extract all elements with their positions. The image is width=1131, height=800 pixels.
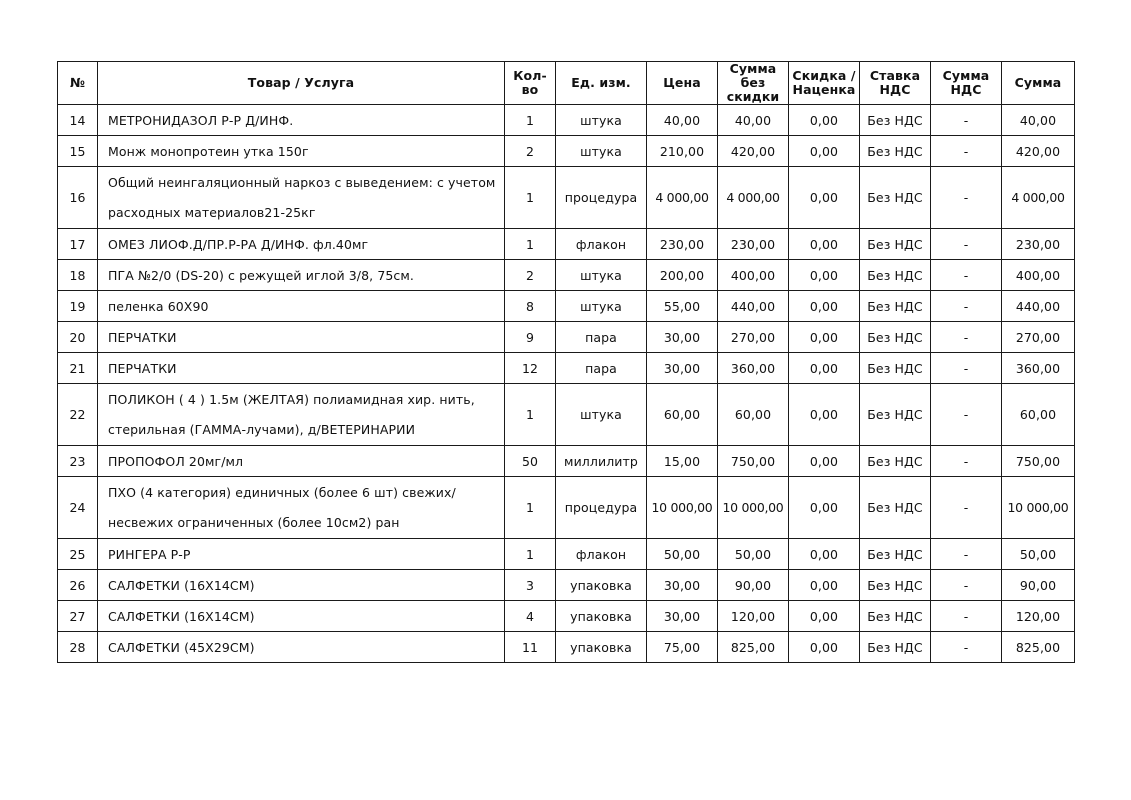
cell-qty: 50 [505, 446, 556, 477]
cell-price: 200,00 [647, 260, 718, 291]
cell-price: 15,00 [647, 446, 718, 477]
cell-total: 420,00 [1002, 136, 1075, 167]
cell-discount: 0,00 [789, 539, 860, 570]
cell-qty: 2 [505, 136, 556, 167]
cell-vat-sum: - [931, 632, 1002, 663]
cell-sum-no-discount: 400,00 [718, 260, 789, 291]
cell-total: 230,00 [1002, 229, 1075, 260]
cell-sum-no-discount: 50,00 [718, 539, 789, 570]
cell-unit: миллилитр [556, 446, 647, 477]
cell-qty: 2 [505, 260, 556, 291]
cell-sum-no-discount: 440,00 [718, 291, 789, 322]
cell-sum-no-discount: 270,00 [718, 322, 789, 353]
header-total: Сумма [1002, 62, 1075, 105]
cell-total: 360,00 [1002, 353, 1075, 384]
cell-vat-sum: - [931, 353, 1002, 384]
cell-vat-rate: Без НДС [860, 167, 931, 229]
cell-qty: 1 [505, 105, 556, 136]
cell-unit: упаковка [556, 570, 647, 601]
table-row [58, 477, 1075, 539]
cell-name: ОМЕЗ ЛИОФ.Д/ПР.Р-РА Д/ИНФ. фл.40мг [98, 229, 505, 260]
cell-sum-no-discount: 90,00 [718, 570, 789, 601]
cell-vat-sum: - [931, 229, 1002, 260]
cell-discount: 0,00 [789, 105, 860, 136]
table-header [58, 62, 1075, 105]
cell-sum-no-discount: 750,00 [718, 446, 789, 477]
cell-unit: штука [556, 105, 647, 136]
cell-discount: 0,00 [789, 477, 860, 539]
cell-price: 50,00 [647, 539, 718, 570]
table-row [58, 353, 1075, 384]
cell-vat-rate: Без НДС [860, 601, 931, 632]
cell-vat-sum: - [931, 539, 1002, 570]
cell-unit: штука [556, 384, 647, 446]
cell-discount: 0,00 [789, 570, 860, 601]
cell-vat-rate: Без НДС [860, 322, 931, 353]
cell-num: 15 [58, 136, 98, 167]
cell-num: 14 [58, 105, 98, 136]
cell-name: пеленка 60Х90 [98, 291, 505, 322]
cell-num: 20 [58, 322, 98, 353]
cell-name: САЛФЕТКИ (45Х29СМ) [98, 632, 505, 663]
table-row [58, 446, 1075, 477]
cell-qty: 11 [505, 632, 556, 663]
cell-unit: упаковка [556, 632, 647, 663]
cell-total: 50,00 [1002, 539, 1075, 570]
cell-vat-sum: - [931, 570, 1002, 601]
cell-discount: 0,00 [789, 632, 860, 663]
cell-qty: 1 [505, 539, 556, 570]
cell-vat-rate: Без НДС [860, 353, 931, 384]
table-row [58, 539, 1075, 570]
header-unit: Ед. изм. [556, 62, 647, 105]
cell-price: 210,00 [647, 136, 718, 167]
cell-sum-no-discount: 4 000,00 [718, 167, 789, 229]
cell-num: 24 [58, 477, 98, 539]
cell-vat-sum: - [931, 477, 1002, 539]
cell-name: РИНГЕРА Р-Р [98, 539, 505, 570]
cell-vat-sum: - [931, 105, 1002, 136]
cell-discount: 0,00 [789, 384, 860, 446]
cell-unit: штука [556, 136, 647, 167]
cell-total: 440,00 [1002, 291, 1075, 322]
cell-price: 30,00 [647, 353, 718, 384]
cell-name: САЛФЕТКИ (16Х14СМ) [98, 601, 505, 632]
cell-vat-rate: Без НДС [860, 105, 931, 136]
cell-sum-no-discount: 230,00 [718, 229, 789, 260]
cell-sum-no-discount: 360,00 [718, 353, 789, 384]
cell-total: 90,00 [1002, 570, 1075, 601]
cell-vat-sum: - [931, 601, 1002, 632]
cell-num: 22 [58, 384, 98, 446]
cell-price: 30,00 [647, 570, 718, 601]
cell-price: 75,00 [647, 632, 718, 663]
cell-total: 120,00 [1002, 601, 1075, 632]
cell-total: 750,00 [1002, 446, 1075, 477]
cell-total: 4 000,00 [1002, 167, 1075, 229]
table-body [58, 105, 1075, 663]
cell-price: 4 000,00 [647, 167, 718, 229]
cell-qty: 1 [505, 229, 556, 260]
cell-sum-no-discount: 120,00 [718, 601, 789, 632]
cell-vat-rate: Без НДС [860, 539, 931, 570]
cell-discount: 0,00 [789, 260, 860, 291]
cell-vat-rate: Без НДС [860, 446, 931, 477]
cell-vat-rate: Без НДС [860, 260, 931, 291]
cell-price: 40,00 [647, 105, 718, 136]
cell-num: 21 [58, 353, 98, 384]
cell-sum-no-discount: 825,00 [718, 632, 789, 663]
cell-qty: 12 [505, 353, 556, 384]
table-row [58, 570, 1075, 601]
cell-qty: 4 [505, 601, 556, 632]
cell-unit: флакон [556, 539, 647, 570]
cell-vat-rate: Без НДС [860, 632, 931, 663]
cell-total: 10 000,00 [1002, 477, 1075, 539]
cell-name: САЛФЕТКИ (16Х14СМ) [98, 570, 505, 601]
cell-num: 19 [58, 291, 98, 322]
cell-price: 60,00 [647, 384, 718, 446]
cell-vat-rate: Без НДС [860, 477, 931, 539]
table-row [58, 322, 1075, 353]
header-row [58, 62, 1075, 105]
cell-vat-rate: Без НДС [860, 136, 931, 167]
cell-discount: 0,00 [789, 601, 860, 632]
cell-sum-no-discount: 10 000,00 [718, 477, 789, 539]
cell-unit: процедура [556, 477, 647, 539]
cell-vat-sum: - [931, 291, 1002, 322]
cell-sum-no-discount: 40,00 [718, 105, 789, 136]
cell-qty: 1 [505, 384, 556, 446]
cell-total: 270,00 [1002, 322, 1075, 353]
cell-vat-rate: Без НДС [860, 229, 931, 260]
cell-sum-no-discount: 420,00 [718, 136, 789, 167]
cell-total: 40,00 [1002, 105, 1075, 136]
cell-name: ПХО (4 категория) единичных (более 6 шт) свежих/несвежих ограниченных (более 10см2) ран [98, 477, 505, 539]
table-row [58, 105, 1075, 136]
cell-name: Монж монопротеин утка 150г [98, 136, 505, 167]
header-num: № [58, 62, 98, 105]
cell-qty: 1 [505, 167, 556, 229]
cell-qty: 8 [505, 291, 556, 322]
table-row [58, 167, 1075, 229]
table-row [58, 601, 1075, 632]
table-row [58, 136, 1075, 167]
cell-price: 30,00 [647, 601, 718, 632]
cell-num: 17 [58, 229, 98, 260]
cell-vat-sum: - [931, 167, 1002, 229]
cell-vat-sum: - [931, 322, 1002, 353]
cell-price: 230,00 [647, 229, 718, 260]
cell-unit: процедура [556, 167, 647, 229]
header-discount: Скидка / Наценка [789, 62, 860, 105]
cell-unit: флакон [556, 229, 647, 260]
table-row [58, 384, 1075, 446]
cell-num: 26 [58, 570, 98, 601]
header-qty: Кол-во [505, 62, 556, 105]
header-vat-rate: Ставка НДС [860, 62, 931, 105]
cell-total: 825,00 [1002, 632, 1075, 663]
cell-vat-sum: - [931, 384, 1002, 446]
cell-vat-rate: Без НДС [860, 570, 931, 601]
cell-price: 55,00 [647, 291, 718, 322]
cell-num: 23 [58, 446, 98, 477]
cell-total: 400,00 [1002, 260, 1075, 291]
cell-sum-no-discount: 60,00 [718, 384, 789, 446]
header-price: Цена [647, 62, 718, 105]
cell-price: 10 000,00 [647, 477, 718, 539]
cell-total: 60,00 [1002, 384, 1075, 446]
cell-discount: 0,00 [789, 322, 860, 353]
cell-name: ПРОПОФОЛ 20мг/мл [98, 446, 505, 477]
cell-unit: упаковка [556, 601, 647, 632]
cell-unit: пара [556, 322, 647, 353]
cell-num: 18 [58, 260, 98, 291]
cell-qty: 3 [505, 570, 556, 601]
cell-vat-rate: Без НДС [860, 384, 931, 446]
cell-name: ПГА №2/0 (DS-20) с режущей иглой 3/8, 75см. [98, 260, 505, 291]
cell-name: ПОЛИКОН ( 4 ) 1.5м (ЖЕЛТАЯ) полиамидная хир. нить, стерильная (ГАММА-лучами), д/ВЕТЕРИНАРИИ [98, 384, 505, 446]
table-row [58, 291, 1075, 322]
cell-name: ПЕРЧАТКИ [98, 353, 505, 384]
cell-num: 27 [58, 601, 98, 632]
cell-name: Общий неингаляционный наркоз с выведением: с учетом расходных материалов21-25кг [98, 167, 505, 229]
cell-unit: пара [556, 353, 647, 384]
cell-num: 28 [58, 632, 98, 663]
table-row [58, 260, 1075, 291]
header-name: Товар / Услуга [98, 62, 505, 105]
cell-qty: 9 [505, 322, 556, 353]
cell-name: МЕТРОНИДАЗОЛ Р-Р Д/ИНФ. [98, 105, 505, 136]
header-vat-sum: Сумма НДС [931, 62, 1002, 105]
cell-discount: 0,00 [789, 136, 860, 167]
invoice-table [57, 61, 1075, 663]
cell-vat-sum: - [931, 446, 1002, 477]
cell-discount: 0,00 [789, 229, 860, 260]
cell-num: 16 [58, 167, 98, 229]
cell-qty: 1 [505, 477, 556, 539]
cell-discount: 0,00 [789, 353, 860, 384]
cell-num: 25 [58, 539, 98, 570]
cell-unit: штука [556, 291, 647, 322]
cell-vat-sum: - [931, 136, 1002, 167]
cell-name: ПЕРЧАТКИ [98, 322, 505, 353]
cell-discount: 0,00 [789, 167, 860, 229]
cell-discount: 0,00 [789, 291, 860, 322]
cell-price: 30,00 [647, 322, 718, 353]
cell-unit: штука [556, 260, 647, 291]
cell-vat-rate: Без НДС [860, 291, 931, 322]
header-sum-no-discount: Сумма без скидки [718, 62, 789, 105]
cell-discount: 0,00 [789, 446, 860, 477]
cell-vat-sum: - [931, 260, 1002, 291]
table-row [58, 229, 1075, 260]
table-row [58, 632, 1075, 663]
